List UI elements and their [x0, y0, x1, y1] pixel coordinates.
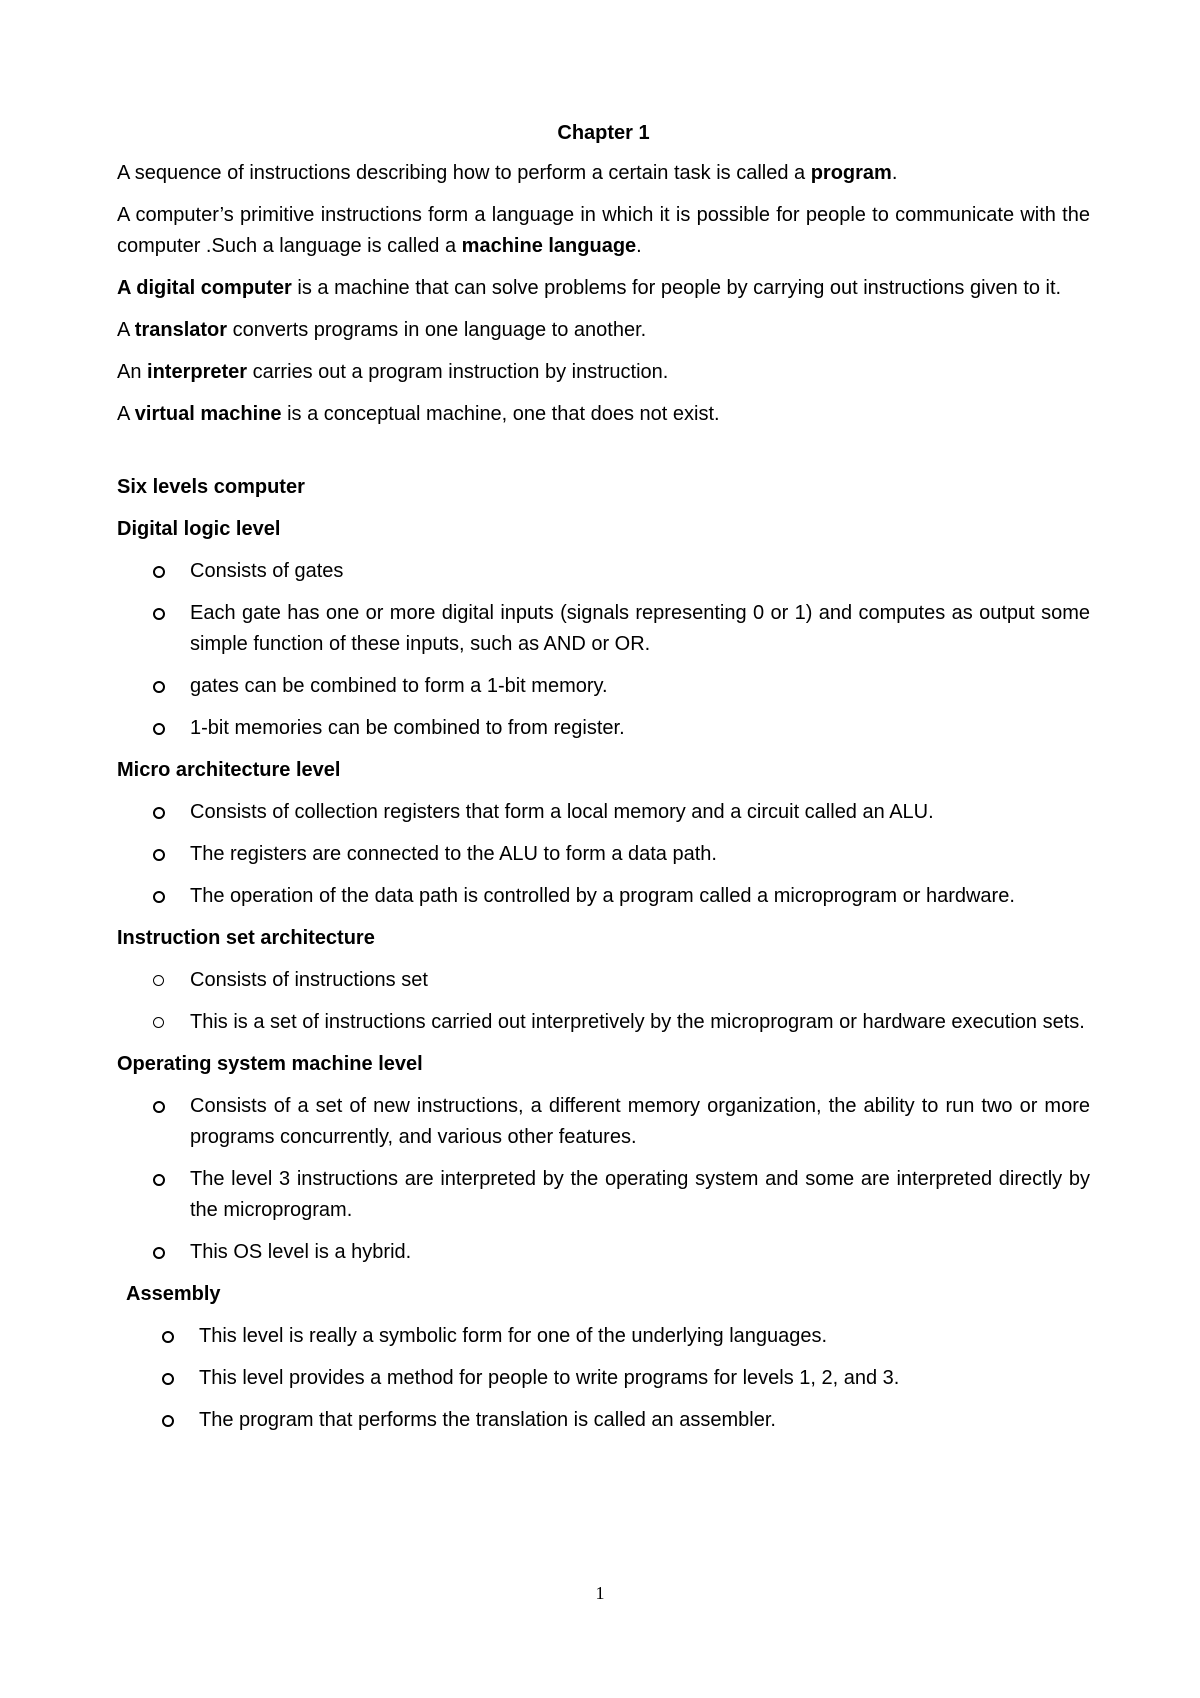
- list-item: The level 3 instructions are interpreted by the operating system and some are interpreted directly by the microprogram.: [117, 1164, 1090, 1226]
- definition-program: A sequence of instructions describing how to perform a certain task is called a program.: [117, 162, 898, 184]
- operating-system-list: [117, 1091, 1090, 1268]
- level-heading-assembly: Assembly: [126, 1283, 221, 1305]
- list-item: This level is really a symbolic form for one of the underlying languages.: [117, 1321, 1090, 1352]
- bullet-icon: [162, 1331, 174, 1343]
- level-heading-digital-logic: Digital logic level: [117, 518, 281, 540]
- list-item: The operation of the data path is controlled by a program called a microprogram or hardware.: [117, 881, 1090, 912]
- list-item: Consists of collection registers that form a local memory and a circuit called an ALU.: [117, 797, 1090, 828]
- level-heading-operating-system: Operating system machine level: [117, 1053, 423, 1075]
- bullet-icon: [153, 1174, 165, 1186]
- list-item: The registers are connected to the ALU to form a data path.: [117, 839, 1090, 870]
- definition-translator: A translator converts programs in one language to another.: [117, 319, 647, 341]
- page-number: 1: [595, 1583, 605, 1603]
- level-heading-instruction-set: Instruction set architecture: [117, 927, 375, 949]
- list-item: The program that performs the translation is called an assembler.: [117, 1405, 1090, 1436]
- definition-machine-language: A computer’s primitive instructions form a language in which it is possible for people to communicate with the computer .Such a language is called a machine language.: [117, 204, 1090, 257]
- bullet-icon: [153, 1017, 164, 1028]
- bullet-icon: [153, 891, 165, 903]
- bullet-icon: [153, 681, 165, 693]
- bullet-icon: [153, 975, 164, 986]
- bullet-icon: [153, 1101, 165, 1113]
- bullet-icon: [153, 608, 165, 620]
- micro-architecture-list: [117, 797, 1090, 912]
- assembly-list: [117, 1321, 1090, 1436]
- instruction-set-list: [117, 965, 1090, 1038]
- bullet-icon: [153, 807, 165, 819]
- term-digital-computer: A digital computer: [117, 277, 292, 299]
- term-translator: translator: [134, 319, 228, 341]
- list-item: Each gate has one or more digital inputs (signals representing 0 or 1) and computes as output some simple function of these inputs, such as AND or OR.: [117, 598, 1090, 660]
- section-heading: Six levels computer: [117, 476, 305, 498]
- page-content: [117, 118, 1090, 1447]
- term-machine-language: machine language: [461, 235, 637, 257]
- definition-interpreter: An interpreter carries out a program instruction by instruction.: [117, 361, 669, 383]
- chapter-title: Chapter 1: [557, 122, 650, 144]
- bullet-icon: [162, 1373, 174, 1385]
- list-item: This OS level is a hybrid.: [117, 1237, 1090, 1268]
- list-item: Consists of gates: [117, 556, 1090, 587]
- bullet-icon: [162, 1415, 174, 1427]
- bullet-icon: [153, 849, 165, 861]
- list-item: gates can be combined to form a 1-bit memory.: [117, 671, 1090, 702]
- term-virtual-machine: virtual machine: [134, 403, 282, 425]
- definition-digital-computer: A digital computer is a machine that can solve problems for people by carrying out instructions given to it.: [117, 277, 1062, 299]
- list-item: This level provides a method for people to write programs for levels 1, 2, and 3.: [117, 1363, 1090, 1394]
- list-item: Consists of instructions set: [117, 965, 1090, 996]
- digital-logic-list: [117, 556, 1090, 744]
- bullet-icon: [153, 723, 165, 735]
- definition-virtual-machine: A virtual machine is a conceptual machine, one that does not exist.: [117, 403, 720, 425]
- list-item: 1-bit memories can be combined to from register.: [117, 713, 1090, 744]
- term-program: program: [810, 162, 892, 184]
- list-item: This is a set of instructions carried out interpretively by the microprogram or hardware execution sets.: [117, 1007, 1090, 1038]
- level-heading-micro-architecture: Micro architecture level: [117, 759, 341, 781]
- blank-line: [117, 441, 1090, 472]
- bullet-icon: [153, 1247, 165, 1259]
- list-item: Consists of a set of new instructions, a different memory organization, the ability to run two or more programs concurrently, and various other features.: [117, 1091, 1090, 1153]
- term-interpreter: interpreter: [147, 361, 248, 383]
- bullet-icon: [153, 566, 165, 578]
